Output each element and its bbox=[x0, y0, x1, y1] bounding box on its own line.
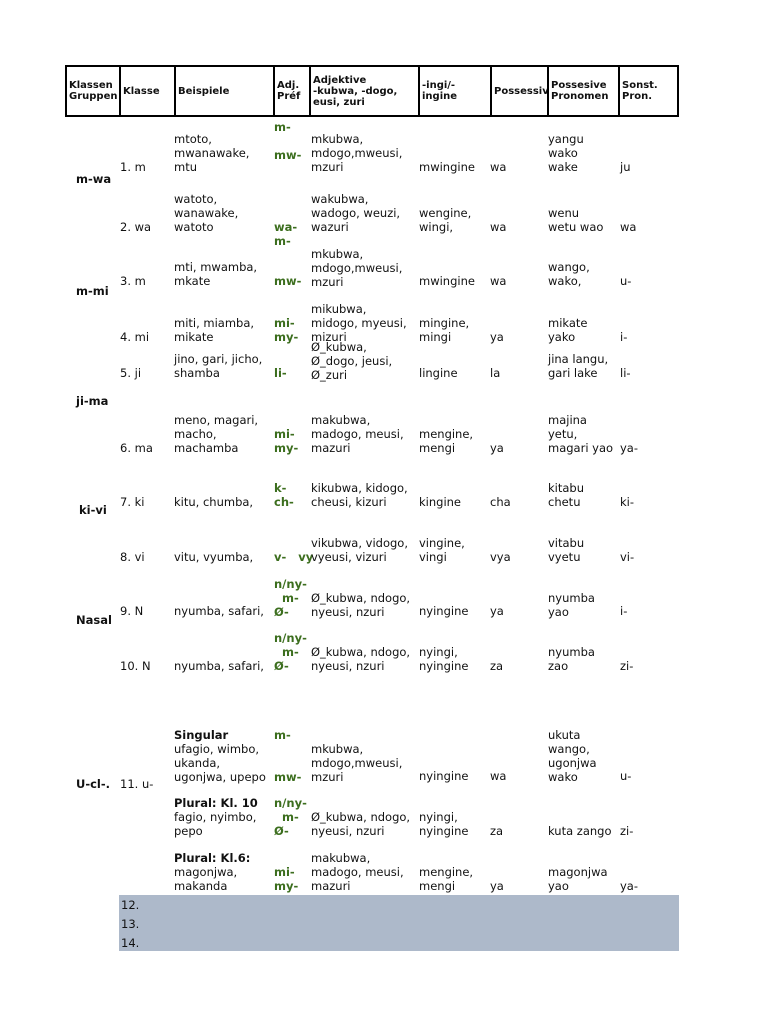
sonst-cell: vi- bbox=[620, 550, 635, 564]
possessiv-cell: wa bbox=[490, 274, 507, 288]
prefix-cell: mi- my- bbox=[274, 865, 299, 893]
possessiv-cell: wa bbox=[490, 220, 507, 234]
ingi-cell: mengine, mengi bbox=[419, 865, 474, 893]
beispiele-cell: jino, gari, jicho, shamba bbox=[174, 352, 263, 380]
singular-title: Singular bbox=[174, 728, 229, 742]
beispiele-cell: nyumba, safari, bbox=[174, 659, 264, 673]
prefix-cell: mi- my- bbox=[274, 427, 299, 455]
klasse-cell: 9. N bbox=[120, 604, 144, 618]
klasse-cell: 4. mi bbox=[120, 330, 150, 344]
beispiele-cell: miti, miamba, mikate bbox=[174, 316, 255, 344]
pronomen-cell: wango, wako, bbox=[548, 260, 590, 288]
prefix-cell: mi- my- bbox=[274, 316, 299, 344]
ingi-cell: mwingine bbox=[419, 160, 475, 174]
beispiele-cell: nyumba, safari, bbox=[174, 604, 264, 618]
pronomen-cell: mikate yako bbox=[548, 316, 588, 344]
sonst-cell: zi- bbox=[620, 824, 634, 838]
adjective-cell: makubwa, madogo, meusi, mazuri bbox=[311, 851, 404, 893]
possessiv-cell: vya bbox=[490, 550, 511, 564]
klasse-cell: 10. N bbox=[120, 659, 151, 673]
possessiv-cell: wa bbox=[490, 160, 507, 174]
klasse-cell: 3. m bbox=[120, 274, 146, 288]
adjective-cell: mikubwa, midogo, myeusi, mizuri bbox=[311, 302, 407, 344]
possessiv-cell: ya bbox=[490, 879, 504, 893]
beispiele-cell: mtoto, mwanawake, mtu bbox=[174, 132, 250, 174]
pronomen-cell: nyumba zao bbox=[548, 645, 595, 673]
klasse-13: 13. bbox=[121, 917, 140, 931]
pronomen-cell: jina langu, gari lake bbox=[548, 352, 609, 380]
prefix-cell: n/ny- m- Ø- bbox=[274, 796, 307, 838]
possessiv-cell: za bbox=[490, 659, 504, 673]
ingi-cell: nyingine bbox=[419, 769, 469, 783]
prefix-cell: li- bbox=[274, 366, 287, 380]
header-sonst-pron: Sonst. Pron. bbox=[618, 65, 679, 117]
beispiele-cell: vitu, vyumba, bbox=[174, 550, 254, 564]
adjective-cell: Ø_kubwa, ndogo, nyeusi, nzuri bbox=[311, 645, 411, 673]
prefix-cell: k- ch- bbox=[274, 481, 294, 509]
possessiv-cell: ya bbox=[490, 330, 504, 344]
beispiele-cell: fagio, nyimbo, pepo bbox=[174, 810, 257, 838]
adjective-cell: Ø_kubwa, Ø_dogo, jeusi, Ø_zuri bbox=[311, 340, 393, 382]
adjective-cell: Ø_kubwa, ndogo, nyeusi, nzuri bbox=[311, 810, 411, 838]
possessiv-cell: cha bbox=[490, 495, 511, 509]
table-header bbox=[65, 65, 679, 121]
ingi-cell: wengine, wingi, bbox=[419, 206, 472, 234]
adjective-cell: mkubwa, mdogo,mweusi, mzuri bbox=[311, 742, 403, 784]
prefix-cell: wa- m- bbox=[274, 220, 298, 248]
beispiele-cell: magonjwa, makanda bbox=[174, 865, 238, 893]
sonst-cell: ya- bbox=[620, 441, 639, 455]
ingi-cell: vingine, vingi bbox=[419, 536, 465, 564]
pronomen-cell: kitabu chetu bbox=[548, 481, 584, 509]
possessiv-cell: ya bbox=[490, 604, 504, 618]
beispiele-cell: kitu, chumba, bbox=[174, 495, 254, 509]
sonst-cell: ya- bbox=[620, 879, 639, 893]
prefix-cell: m- mw- bbox=[274, 120, 302, 162]
sonst-cell: li- bbox=[620, 366, 631, 380]
sonst-cell: u- bbox=[620, 769, 632, 783]
header-klassen-gruppen: Klassen Gruppen bbox=[65, 65, 119, 117]
pronomen-cell: kuta zango bbox=[548, 824, 612, 838]
beispiele-cell: mti, mwamba, mkate bbox=[174, 260, 258, 288]
sonst-cell: ki- bbox=[620, 495, 635, 509]
group-m-mi: m-mi bbox=[76, 284, 109, 298]
prefix-cell: n/ny- m- Ø- bbox=[274, 631, 307, 673]
sonst-cell: zi- bbox=[620, 659, 634, 673]
prefix-cell: m- mw- bbox=[274, 728, 302, 784]
pronomen-cell: majina yetu, magari yao bbox=[548, 413, 614, 455]
pronomen-cell: ukuta wango, ugonjwa wako bbox=[548, 728, 597, 784]
ingi-cell: lingine bbox=[419, 366, 458, 380]
klasse-cell: 5. ji bbox=[120, 366, 142, 380]
group-m-wa: m-wa bbox=[76, 172, 112, 186]
beispiele-cell: meno, magari, macho, machamba bbox=[174, 413, 259, 455]
possessiv-cell: ya bbox=[490, 441, 504, 455]
prefix-cell: v- vy bbox=[274, 550, 314, 564]
klasse-cell: 2. wa bbox=[120, 220, 152, 234]
ingi-cell: kingine bbox=[419, 495, 462, 509]
possessiv-cell: la bbox=[490, 366, 501, 380]
sonst-cell: i- bbox=[620, 604, 628, 618]
sonst-cell: wa bbox=[620, 220, 637, 234]
extra-classes-band bbox=[119, 895, 679, 951]
adjective-cell: kikubwa, kidogo, cheusi, kizuri bbox=[311, 481, 408, 509]
possessiv-cell: za bbox=[490, 824, 504, 838]
ingi-cell: nyingine bbox=[419, 604, 469, 618]
adjective-cell: mkubwa, mdogo,mweusi, mzuri bbox=[311, 132, 403, 174]
group-nasal: Nasal bbox=[76, 613, 112, 627]
group-ki-vi: ki-vi bbox=[79, 503, 107, 517]
header-adj-pref: Adj. Préf bbox=[273, 65, 309, 117]
klasse-12: 12. bbox=[121, 898, 140, 912]
ingi-cell: mingine, mingi bbox=[419, 316, 470, 344]
klasse-cell: 8. vi bbox=[120, 550, 145, 564]
adjective-cell: makubwa, madogo, meusi, mazuri bbox=[311, 413, 404, 455]
adjective-cell: vikubwa, vidogo, vyeusi, vizuri bbox=[311, 536, 408, 564]
plural-kl6-title: Plural: Kl.6: bbox=[174, 851, 251, 865]
group-u-class: U-cl-. bbox=[76, 777, 111, 791]
ingi-cell: nyingi, nyingine bbox=[419, 645, 469, 673]
header-ingi: -ingi/-ingine bbox=[418, 65, 490, 117]
beispiele-cell: ufagio, wimbo, ukanda, ugonjwa, upepo bbox=[174, 742, 266, 784]
possessiv-cell: wa bbox=[490, 769, 507, 783]
beispiele-cell: watoto, wanawake, watoto bbox=[174, 192, 239, 234]
pronomen-cell: wenu wetu wao bbox=[548, 206, 604, 234]
prefix-cell: mw- bbox=[274, 274, 302, 288]
adjective-cell: mkubwa, mdogo,mweusi, mzuri bbox=[311, 247, 403, 289]
header-adjektive: Adjektive -kubwa, -dogo, eusi, zuri bbox=[309, 65, 418, 117]
klasse-cell: 11. u- bbox=[120, 777, 154, 791]
pronomen-cell: yangu wako wake bbox=[548, 132, 584, 174]
klasse-cell: 6. ma bbox=[120, 441, 153, 455]
sonst-cell: ju bbox=[620, 160, 631, 174]
ingi-cell: mengine, mengi bbox=[419, 427, 474, 455]
header-possesive-pronomen: Possesive Pronomen bbox=[547, 65, 618, 117]
sonst-cell: u- bbox=[620, 274, 632, 288]
pronomen-cell: nyumba yao bbox=[548, 591, 595, 619]
header-beispiele: Beispiele bbox=[174, 65, 273, 117]
ingi-cell: nyingi, nyingine bbox=[419, 810, 469, 838]
header-possessiv: Possessiv bbox=[490, 65, 547, 117]
plural-kl10-title: Plural: Kl. 10 bbox=[174, 796, 258, 810]
group-ji-ma: ji-ma bbox=[76, 394, 109, 408]
klasse-cell: 7. ki bbox=[120, 495, 145, 509]
pronomen-cell: vitabu vyetu bbox=[548, 536, 585, 564]
klasse-cell: 1. m bbox=[120, 160, 146, 174]
adjective-cell: Ø_kubwa, ndogo, nyeusi, nzuri bbox=[311, 591, 411, 619]
header-klasse: Klasse bbox=[119, 65, 174, 117]
adjective-cell: wakubwa, wadogo, weuzi, wazuri bbox=[311, 192, 401, 234]
klasse-14: 14. bbox=[121, 936, 140, 950]
pronomen-cell: magonjwa yao bbox=[548, 865, 608, 893]
sonst-cell: i- bbox=[620, 330, 628, 344]
ingi-cell: mwingine bbox=[419, 274, 475, 288]
prefix-cell: n/ny- m- Ø- bbox=[274, 577, 307, 619]
